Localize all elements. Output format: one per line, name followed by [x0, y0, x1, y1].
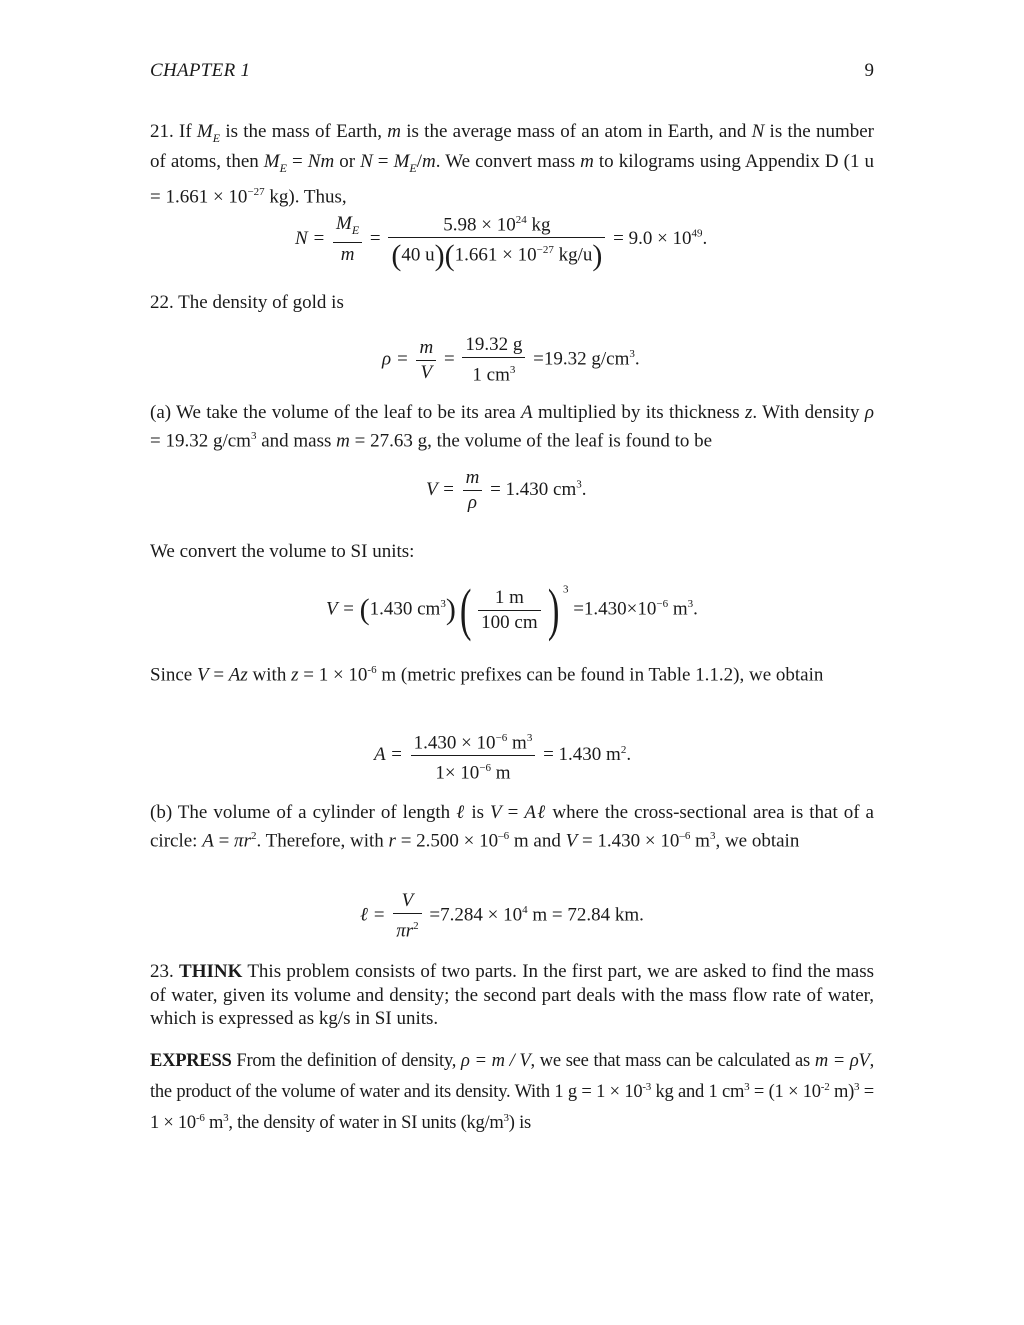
equation-22-density: ρ = $\frac{m}{V}$ = $\frac{19.32 g}{1 cm^3}$ =19.32 $g/cm^3$. [382, 334, 640, 386]
problem-21-text: 21. If $M_E$ is the mass of Earth, m is the average mass of an atom in Earth, and N is the number of atoms, then $M_E = Nm$ or $N = M_E/m$. We convert mass m to kilograms using Appendix D (1 $u = 1.661 \times 10^{-27}$ kg). Thus, [150, 121, 874, 207]
express-text: EXPRESS From the definition of density, ρ = m / V, we see that mass can be calculated as m = ρV, the product of the volume of water and its density. With 1 $g = 1 \times 10^{-3}$ kg and 1 $cm^3 = (1 \times 10^{-2}$ $m)^3 = 1 \times 10^{-6}$ $m^3$, the density of water in SI units $(kg/m^3)$ is [150, 1051, 874, 1134]
problem-23-text: 23. THINK This problem consists of two parts. In the first part, we are asked to find the mass of water, given its volume and density; the second part deals with the mass flow rate of water, which is expressed as kg/s in SI units. [150, 961, 875, 1029]
since-text: Since V = Az with $z = 1 \times 10^{-6}$ m (metric prefixes can be found in Table 1.1.2), we obtain [150, 664, 824, 686]
fraction-mass-over-atoms: $\frac{5.98 \times 10^{24} kg}{(40 u)(1.661 \times 10^{-27} kg/u)}$ [388, 208, 605, 271]
fraction-me-over-m: $\frac{M_E}{m}$ [333, 212, 362, 267]
equation-volume: V = $\frac{m}{\rho}$ = 1.430 $cm^3$. [426, 467, 587, 513]
page-header [150, 60, 874, 86]
page-number: 9 [864, 60, 874, 81]
equation-area: A = $\frac{1.430 \times 10^{-6} m^3}{1\times 10^{-6} m}$ = 1.430 $m^2$. [374, 726, 631, 786]
problem-22b-text: (b) The volume of a cylinder of length ℓ is V = Aℓ where the cross-sectional area is that of a circle: $A = \pi r^2$. Therefore, with $r = 2.500 \times 10^{-6}$ m and $V = 1.430 \times 10^{-6}$ $m^3$, we obtain [150, 802, 874, 851]
convert-text: We convert the volume to SI units: [150, 541, 415, 562]
chapter-title: CHAPTER 1 [150, 60, 251, 81]
equation-length: ℓ = $\frac{V}{\pi r^2}$ $=7.284 \times 10^4$ m = 72.84 km. [360, 890, 644, 942]
problem-22a-text: (a) We take the volume of the leaf to be its area A multiplied by its thickness z. With density ρ = 19.32 $g/cm^3$ and mass m = 27.63 g, the volume of the leaf is found to be [150, 402, 874, 451]
equation-21: N = $\frac{M_E}{m}$ = $\frac{5.98 \times 10^{24} kg}{(40 u)(1.661 \times 10^{-27} kg/u)}$ = $9.0 \times 10^{49}$. [295, 208, 707, 271]
equation-volume-si: V = (1.430 $cm^3$)( $\frac{1 m}{100 cm}$ ) $^3 =1.430\times 10^{-6}$ $m^3$. [326, 577, 698, 642]
problem-22-text: 22. The density of gold is [150, 292, 344, 313]
